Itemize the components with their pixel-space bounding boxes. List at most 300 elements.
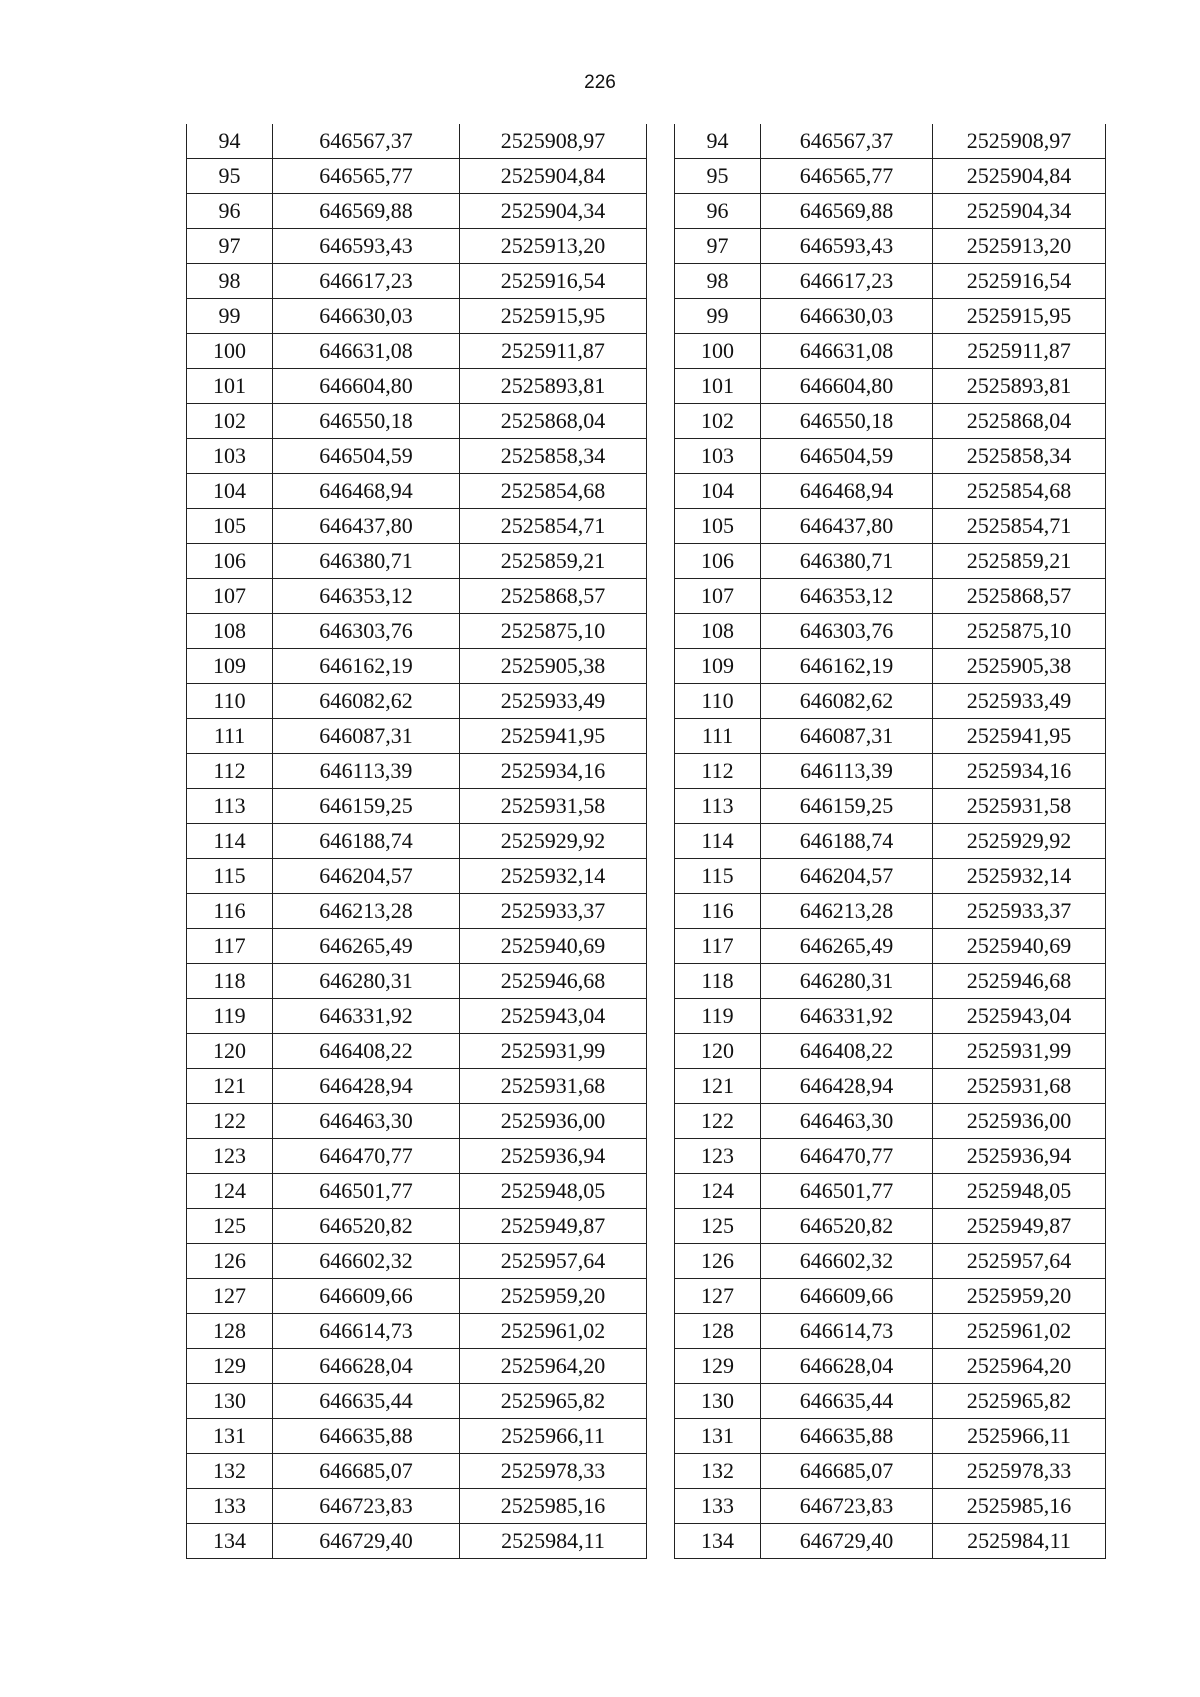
y-coordinate-cell: 2525931,99 bbox=[933, 1034, 1106, 1069]
point-number-cell: 119 bbox=[187, 999, 273, 1034]
y-coordinate-cell: 2525936,00 bbox=[460, 1104, 647, 1139]
x-coordinate-cell: 646685,07 bbox=[273, 1454, 460, 1489]
x-coordinate-cell: 646408,22 bbox=[273, 1034, 460, 1069]
y-coordinate-cell: 2525904,84 bbox=[460, 159, 647, 194]
y-coordinate-cell: 2525932,14 bbox=[460, 859, 647, 894]
point-number-cell: 115 bbox=[187, 859, 273, 894]
y-coordinate-cell: 2525984,11 bbox=[460, 1524, 647, 1559]
y-coordinate-cell: 2525965,82 bbox=[460, 1384, 647, 1419]
table-row bbox=[675, 439, 1106, 474]
x-coordinate-cell: 646567,37 bbox=[761, 124, 933, 159]
table-row bbox=[675, 1489, 1106, 1524]
point-number-cell: 132 bbox=[187, 1454, 273, 1489]
point-number-cell: 103 bbox=[675, 439, 761, 474]
y-coordinate-cell: 2525984,11 bbox=[933, 1524, 1106, 1559]
x-coordinate-cell: 646569,88 bbox=[761, 194, 933, 229]
point-number-cell: 97 bbox=[187, 229, 273, 264]
y-coordinate-cell: 2525941,95 bbox=[460, 719, 647, 754]
y-coordinate-cell: 2525932,14 bbox=[933, 859, 1106, 894]
y-coordinate-cell: 2525936,94 bbox=[933, 1139, 1106, 1174]
table-row bbox=[187, 929, 647, 964]
table-row bbox=[675, 614, 1106, 649]
table-row bbox=[187, 964, 647, 999]
table-row bbox=[675, 299, 1106, 334]
x-coordinate-cell: 646162,19 bbox=[273, 649, 460, 684]
table-row bbox=[675, 824, 1106, 859]
point-number-cell: 97 bbox=[675, 229, 761, 264]
point-number-cell: 127 bbox=[675, 1279, 761, 1314]
table-row bbox=[675, 579, 1106, 614]
point-number-cell: 111 bbox=[675, 719, 761, 754]
point-number-cell: 126 bbox=[187, 1244, 273, 1279]
y-coordinate-cell: 2525946,68 bbox=[460, 964, 647, 999]
table-row bbox=[675, 1104, 1106, 1139]
point-number-cell: 128 bbox=[187, 1314, 273, 1349]
point-number-cell: 113 bbox=[675, 789, 761, 824]
table-row bbox=[675, 1174, 1106, 1209]
y-coordinate-cell: 2525985,16 bbox=[460, 1489, 647, 1524]
point-number-cell: 123 bbox=[187, 1139, 273, 1174]
table-row bbox=[187, 1384, 647, 1419]
table-row bbox=[187, 159, 647, 194]
point-number-cell: 95 bbox=[675, 159, 761, 194]
y-coordinate-cell: 2525949,87 bbox=[933, 1209, 1106, 1244]
y-coordinate-cell: 2525933,37 bbox=[933, 894, 1106, 929]
x-coordinate-cell: 646501,77 bbox=[761, 1174, 933, 1209]
table-row bbox=[187, 1034, 647, 1069]
point-number-cell: 111 bbox=[187, 719, 273, 754]
point-number-cell: 94 bbox=[187, 124, 273, 159]
table-row bbox=[675, 719, 1106, 754]
y-coordinate-cell: 2525940,69 bbox=[933, 929, 1106, 964]
table-row bbox=[675, 264, 1106, 299]
table-row bbox=[675, 754, 1106, 789]
point-number-cell: 99 bbox=[187, 299, 273, 334]
x-coordinate-cell: 646614,73 bbox=[761, 1314, 933, 1349]
x-coordinate-cell: 646630,03 bbox=[273, 299, 460, 334]
table-row bbox=[675, 1034, 1106, 1069]
y-coordinate-cell: 2525875,10 bbox=[460, 614, 647, 649]
point-number-cell: 125 bbox=[187, 1209, 273, 1244]
y-coordinate-cell: 2525859,21 bbox=[460, 544, 647, 579]
table-row bbox=[675, 1244, 1106, 1279]
x-coordinate-cell: 646565,77 bbox=[761, 159, 933, 194]
table-row bbox=[675, 789, 1106, 824]
table-row bbox=[187, 894, 647, 929]
point-number-cell: 95 bbox=[187, 159, 273, 194]
point-number-cell: 131 bbox=[187, 1419, 273, 1454]
x-coordinate-cell: 646331,92 bbox=[273, 999, 460, 1034]
x-coordinate-cell: 646428,94 bbox=[273, 1069, 460, 1104]
table-row bbox=[187, 1419, 647, 1454]
table-row bbox=[187, 1209, 647, 1244]
x-coordinate-cell: 646280,31 bbox=[761, 964, 933, 999]
y-coordinate-cell: 2525965,82 bbox=[933, 1384, 1106, 1419]
y-coordinate-cell: 2525911,87 bbox=[460, 334, 647, 369]
y-coordinate-cell: 2525959,20 bbox=[460, 1279, 647, 1314]
y-coordinate-cell: 2525964,20 bbox=[460, 1349, 647, 1384]
table-row bbox=[187, 719, 647, 754]
point-number-cell: 103 bbox=[187, 439, 273, 474]
point-number-cell: 116 bbox=[187, 894, 273, 929]
x-coordinate-cell: 646628,04 bbox=[273, 1349, 460, 1384]
table-row bbox=[187, 579, 647, 614]
y-coordinate-cell: 2525858,34 bbox=[460, 439, 647, 474]
x-coordinate-cell: 646614,73 bbox=[273, 1314, 460, 1349]
table-row bbox=[187, 124, 647, 159]
table-row bbox=[187, 439, 647, 474]
point-number-cell: 133 bbox=[187, 1489, 273, 1524]
y-coordinate-cell: 2525916,54 bbox=[460, 264, 647, 299]
y-coordinate-cell: 2525911,87 bbox=[933, 334, 1106, 369]
x-coordinate-cell: 646723,83 bbox=[761, 1489, 933, 1524]
point-number-cell: 129 bbox=[675, 1349, 761, 1384]
y-coordinate-cell: 2525868,57 bbox=[460, 579, 647, 614]
point-number-cell: 127 bbox=[187, 1279, 273, 1314]
y-coordinate-cell: 2525978,33 bbox=[460, 1454, 647, 1489]
y-coordinate-cell: 2525961,02 bbox=[460, 1314, 647, 1349]
x-coordinate-cell: 646628,04 bbox=[761, 1349, 933, 1384]
y-coordinate-cell: 2525908,97 bbox=[460, 124, 647, 159]
point-number-cell: 130 bbox=[675, 1384, 761, 1419]
point-number-cell: 118 bbox=[187, 964, 273, 999]
x-coordinate-cell: 646504,59 bbox=[761, 439, 933, 474]
point-number-cell: 121 bbox=[675, 1069, 761, 1104]
x-coordinate-cell: 646437,80 bbox=[273, 509, 460, 544]
y-coordinate-cell: 2525915,95 bbox=[460, 299, 647, 334]
point-number-cell: 134 bbox=[675, 1524, 761, 1559]
x-coordinate-cell: 646635,44 bbox=[273, 1384, 460, 1419]
x-coordinate-cell: 646265,49 bbox=[273, 929, 460, 964]
table-row bbox=[187, 1244, 647, 1279]
x-coordinate-cell: 646501,77 bbox=[273, 1174, 460, 1209]
point-number-cell: 100 bbox=[187, 334, 273, 369]
table-row bbox=[187, 1279, 647, 1314]
point-number-cell: 122 bbox=[187, 1104, 273, 1139]
x-coordinate-cell: 646468,94 bbox=[273, 474, 460, 509]
x-coordinate-cell: 646635,88 bbox=[273, 1419, 460, 1454]
x-coordinate-cell: 646380,71 bbox=[761, 544, 933, 579]
y-coordinate-cell: 2525904,84 bbox=[933, 159, 1106, 194]
point-number-cell: 124 bbox=[187, 1174, 273, 1209]
table-row bbox=[187, 999, 647, 1034]
point-number-cell: 120 bbox=[675, 1034, 761, 1069]
point-number-cell: 105 bbox=[187, 509, 273, 544]
point-number-cell: 96 bbox=[187, 194, 273, 229]
point-number-cell: 117 bbox=[675, 929, 761, 964]
table-row bbox=[187, 824, 647, 859]
y-coordinate-cell: 2525966,11 bbox=[933, 1419, 1106, 1454]
x-coordinate-cell: 646569,88 bbox=[273, 194, 460, 229]
y-coordinate-cell: 2525985,16 bbox=[933, 1489, 1106, 1524]
x-coordinate-cell: 646188,74 bbox=[273, 824, 460, 859]
point-number-cell: 108 bbox=[187, 614, 273, 649]
x-coordinate-cell: 646463,30 bbox=[761, 1104, 933, 1139]
y-coordinate-cell: 2525964,20 bbox=[933, 1349, 1106, 1384]
x-coordinate-cell: 646604,80 bbox=[273, 369, 460, 404]
point-number-cell: 117 bbox=[187, 929, 273, 964]
y-coordinate-cell: 2525905,38 bbox=[460, 649, 647, 684]
table-row bbox=[187, 264, 647, 299]
table-row bbox=[187, 1139, 647, 1174]
table-row bbox=[187, 1454, 647, 1489]
y-coordinate-cell: 2525943,04 bbox=[460, 999, 647, 1034]
table-row bbox=[187, 754, 647, 789]
x-coordinate-cell: 646617,23 bbox=[273, 264, 460, 299]
y-coordinate-cell: 2525929,92 bbox=[460, 824, 647, 859]
table-row bbox=[675, 894, 1106, 929]
y-coordinate-cell: 2525854,68 bbox=[933, 474, 1106, 509]
y-coordinate-cell: 2525854,71 bbox=[460, 509, 647, 544]
x-coordinate-cell: 646504,59 bbox=[273, 439, 460, 474]
x-coordinate-cell: 646113,39 bbox=[761, 754, 933, 789]
x-coordinate-cell: 646631,08 bbox=[273, 334, 460, 369]
point-number-cell: 110 bbox=[187, 684, 273, 719]
table-row bbox=[187, 1104, 647, 1139]
y-coordinate-cell: 2525934,16 bbox=[460, 754, 647, 789]
x-coordinate-cell: 646159,25 bbox=[273, 789, 460, 824]
table-row bbox=[187, 859, 647, 894]
point-number-cell: 126 bbox=[675, 1244, 761, 1279]
table-row bbox=[675, 194, 1106, 229]
table-row bbox=[675, 859, 1106, 894]
x-coordinate-cell: 646520,82 bbox=[761, 1209, 933, 1244]
y-coordinate-cell: 2525868,04 bbox=[460, 404, 647, 439]
y-coordinate-cell: 2525943,04 bbox=[933, 999, 1106, 1034]
x-coordinate-cell: 646204,57 bbox=[761, 859, 933, 894]
x-coordinate-cell: 646113,39 bbox=[273, 754, 460, 789]
table-row bbox=[187, 334, 647, 369]
point-number-cell: 102 bbox=[187, 404, 273, 439]
table-row bbox=[187, 1314, 647, 1349]
point-number-cell: 104 bbox=[187, 474, 273, 509]
point-number-cell: 106 bbox=[675, 544, 761, 579]
table-row bbox=[187, 404, 647, 439]
point-number-cell: 118 bbox=[675, 964, 761, 999]
point-number-cell: 94 bbox=[675, 124, 761, 159]
x-coordinate-cell: 646630,03 bbox=[761, 299, 933, 334]
point-number-cell: 125 bbox=[675, 1209, 761, 1244]
table-row bbox=[675, 404, 1106, 439]
table-row bbox=[675, 544, 1106, 579]
table-row bbox=[187, 229, 647, 264]
x-coordinate-cell: 646635,88 bbox=[761, 1419, 933, 1454]
point-number-cell: 124 bbox=[675, 1174, 761, 1209]
x-coordinate-cell: 646437,80 bbox=[761, 509, 933, 544]
table-row bbox=[675, 1419, 1106, 1454]
table-row bbox=[675, 929, 1106, 964]
y-coordinate-cell: 2525946,68 bbox=[933, 964, 1106, 999]
point-number-cell: 107 bbox=[675, 579, 761, 614]
x-coordinate-cell: 646213,28 bbox=[761, 894, 933, 929]
table-row bbox=[675, 684, 1106, 719]
x-coordinate-cell: 646159,25 bbox=[761, 789, 933, 824]
x-coordinate-cell: 646380,71 bbox=[273, 544, 460, 579]
y-coordinate-cell: 2525931,68 bbox=[460, 1069, 647, 1104]
y-coordinate-cell: 2525931,68 bbox=[933, 1069, 1106, 1104]
table-row bbox=[187, 649, 647, 684]
table-row bbox=[675, 964, 1106, 999]
y-coordinate-cell: 2525949,87 bbox=[460, 1209, 647, 1244]
y-coordinate-cell: 2525916,54 bbox=[933, 264, 1106, 299]
x-coordinate-cell: 646463,30 bbox=[273, 1104, 460, 1139]
table-row bbox=[187, 509, 647, 544]
y-coordinate-cell: 2525868,57 bbox=[933, 579, 1106, 614]
y-coordinate-cell: 2525936,94 bbox=[460, 1139, 647, 1174]
x-coordinate-cell: 646723,83 bbox=[273, 1489, 460, 1524]
y-coordinate-cell: 2525893,81 bbox=[933, 369, 1106, 404]
table-row bbox=[675, 1454, 1106, 1489]
y-coordinate-cell: 2525933,37 bbox=[460, 894, 647, 929]
x-coordinate-cell: 646428,94 bbox=[761, 1069, 933, 1104]
x-coordinate-cell: 646593,43 bbox=[273, 229, 460, 264]
point-number-cell: 101 bbox=[187, 369, 273, 404]
point-number-cell: 110 bbox=[675, 684, 761, 719]
table-row bbox=[675, 159, 1106, 194]
point-number-cell: 131 bbox=[675, 1419, 761, 1454]
point-number-cell: 132 bbox=[675, 1454, 761, 1489]
y-coordinate-cell: 2525978,33 bbox=[933, 1454, 1106, 1489]
point-number-cell: 102 bbox=[675, 404, 761, 439]
point-number-cell: 99 bbox=[675, 299, 761, 334]
table-row bbox=[675, 1069, 1106, 1104]
table-row bbox=[675, 474, 1106, 509]
x-coordinate-cell: 646470,77 bbox=[273, 1139, 460, 1174]
y-coordinate-cell: 2525858,34 bbox=[933, 439, 1106, 474]
x-coordinate-cell: 646204,57 bbox=[273, 859, 460, 894]
x-coordinate-cell: 646280,31 bbox=[273, 964, 460, 999]
x-coordinate-cell: 646729,40 bbox=[761, 1524, 933, 1559]
table-row bbox=[675, 334, 1106, 369]
x-coordinate-cell: 646602,32 bbox=[273, 1244, 460, 1279]
x-coordinate-cell: 646188,74 bbox=[761, 824, 933, 859]
y-coordinate-cell: 2525913,20 bbox=[933, 229, 1106, 264]
x-coordinate-cell: 646593,43 bbox=[761, 229, 933, 264]
x-coordinate-cell: 646331,92 bbox=[761, 999, 933, 1034]
table-row bbox=[187, 1524, 647, 1559]
table-row bbox=[187, 369, 647, 404]
x-coordinate-cell: 646082,62 bbox=[761, 684, 933, 719]
x-coordinate-cell: 646602,32 bbox=[761, 1244, 933, 1279]
point-number-cell: 120 bbox=[187, 1034, 273, 1069]
point-number-cell: 121 bbox=[187, 1069, 273, 1104]
y-coordinate-cell: 2525868,04 bbox=[933, 404, 1106, 439]
table-row bbox=[675, 1279, 1106, 1314]
point-number-cell: 106 bbox=[187, 544, 273, 579]
point-number-cell: 109 bbox=[675, 649, 761, 684]
point-number-cell: 128 bbox=[675, 1314, 761, 1349]
x-coordinate-cell: 646729,40 bbox=[273, 1524, 460, 1559]
y-coordinate-cell: 2525934,16 bbox=[933, 754, 1106, 789]
y-coordinate-cell: 2525904,34 bbox=[933, 194, 1106, 229]
table-row bbox=[187, 474, 647, 509]
table-row bbox=[675, 1139, 1106, 1174]
y-coordinate-cell: 2525948,05 bbox=[933, 1174, 1106, 1209]
x-coordinate-cell: 646303,76 bbox=[273, 614, 460, 649]
y-coordinate-cell: 2525915,95 bbox=[933, 299, 1106, 334]
x-coordinate-cell: 646550,18 bbox=[761, 404, 933, 439]
y-coordinate-cell: 2525931,58 bbox=[460, 789, 647, 824]
y-coordinate-cell: 2525859,21 bbox=[933, 544, 1106, 579]
y-coordinate-cell: 2525913,20 bbox=[460, 229, 647, 264]
table-row bbox=[187, 614, 647, 649]
x-coordinate-cell: 646520,82 bbox=[273, 1209, 460, 1244]
coordinates-table-left bbox=[186, 124, 647, 1559]
point-number-cell: 130 bbox=[187, 1384, 273, 1419]
x-coordinate-cell: 646470,77 bbox=[761, 1139, 933, 1174]
x-coordinate-cell: 646565,77 bbox=[273, 159, 460, 194]
point-number-cell: 115 bbox=[675, 859, 761, 894]
table-row bbox=[675, 229, 1106, 264]
point-number-cell: 108 bbox=[675, 614, 761, 649]
coordinates-table-right bbox=[674, 124, 1106, 1559]
point-number-cell: 114 bbox=[187, 824, 273, 859]
table-row bbox=[675, 1349, 1106, 1384]
table-row bbox=[187, 299, 647, 334]
x-coordinate-cell: 646213,28 bbox=[273, 894, 460, 929]
point-number-cell: 129 bbox=[187, 1349, 273, 1384]
y-coordinate-cell: 2525948,05 bbox=[460, 1174, 647, 1209]
point-number-cell: 101 bbox=[675, 369, 761, 404]
table-row bbox=[675, 1524, 1106, 1559]
x-coordinate-cell: 646567,37 bbox=[273, 124, 460, 159]
y-coordinate-cell: 2525875,10 bbox=[933, 614, 1106, 649]
x-coordinate-cell: 646408,22 bbox=[761, 1034, 933, 1069]
x-coordinate-cell: 646635,44 bbox=[761, 1384, 933, 1419]
point-number-cell: 119 bbox=[675, 999, 761, 1034]
point-number-cell: 98 bbox=[675, 264, 761, 299]
x-coordinate-cell: 646353,12 bbox=[273, 579, 460, 614]
point-number-cell: 96 bbox=[675, 194, 761, 229]
y-coordinate-cell: 2525957,64 bbox=[460, 1244, 647, 1279]
table-row bbox=[187, 194, 647, 229]
y-coordinate-cell: 2525936,00 bbox=[933, 1104, 1106, 1139]
coordinates-table-left-body bbox=[187, 124, 647, 1559]
x-coordinate-cell: 646162,19 bbox=[761, 649, 933, 684]
point-number-cell: 112 bbox=[675, 754, 761, 789]
table-row bbox=[187, 1489, 647, 1524]
y-coordinate-cell: 2525931,58 bbox=[933, 789, 1106, 824]
x-coordinate-cell: 646550,18 bbox=[273, 404, 460, 439]
x-coordinate-cell: 646609,66 bbox=[761, 1279, 933, 1314]
y-coordinate-cell: 2525933,49 bbox=[460, 684, 647, 719]
table-row bbox=[675, 999, 1106, 1034]
point-number-cell: 104 bbox=[675, 474, 761, 509]
x-coordinate-cell: 646685,07 bbox=[761, 1454, 933, 1489]
y-coordinate-cell: 2525966,11 bbox=[460, 1419, 647, 1454]
x-coordinate-cell: 646087,31 bbox=[761, 719, 933, 754]
table-row bbox=[675, 509, 1106, 544]
x-coordinate-cell: 646303,76 bbox=[761, 614, 933, 649]
x-coordinate-cell: 646617,23 bbox=[761, 264, 933, 299]
y-coordinate-cell: 2525961,02 bbox=[933, 1314, 1106, 1349]
table-row bbox=[675, 1384, 1106, 1419]
table-row bbox=[675, 1209, 1106, 1244]
point-number-cell: 113 bbox=[187, 789, 273, 824]
x-coordinate-cell: 646087,31 bbox=[273, 719, 460, 754]
point-number-cell: 123 bbox=[675, 1139, 761, 1174]
y-coordinate-cell: 2525931,99 bbox=[460, 1034, 647, 1069]
table-row bbox=[187, 1069, 647, 1104]
y-coordinate-cell: 2525854,71 bbox=[933, 509, 1106, 544]
table-row bbox=[675, 124, 1106, 159]
coordinates-table-right-body bbox=[675, 124, 1106, 1559]
point-number-cell: 107 bbox=[187, 579, 273, 614]
table-row bbox=[187, 1174, 647, 1209]
table-row bbox=[187, 544, 647, 579]
point-number-cell: 114 bbox=[675, 824, 761, 859]
y-coordinate-cell: 2525893,81 bbox=[460, 369, 647, 404]
